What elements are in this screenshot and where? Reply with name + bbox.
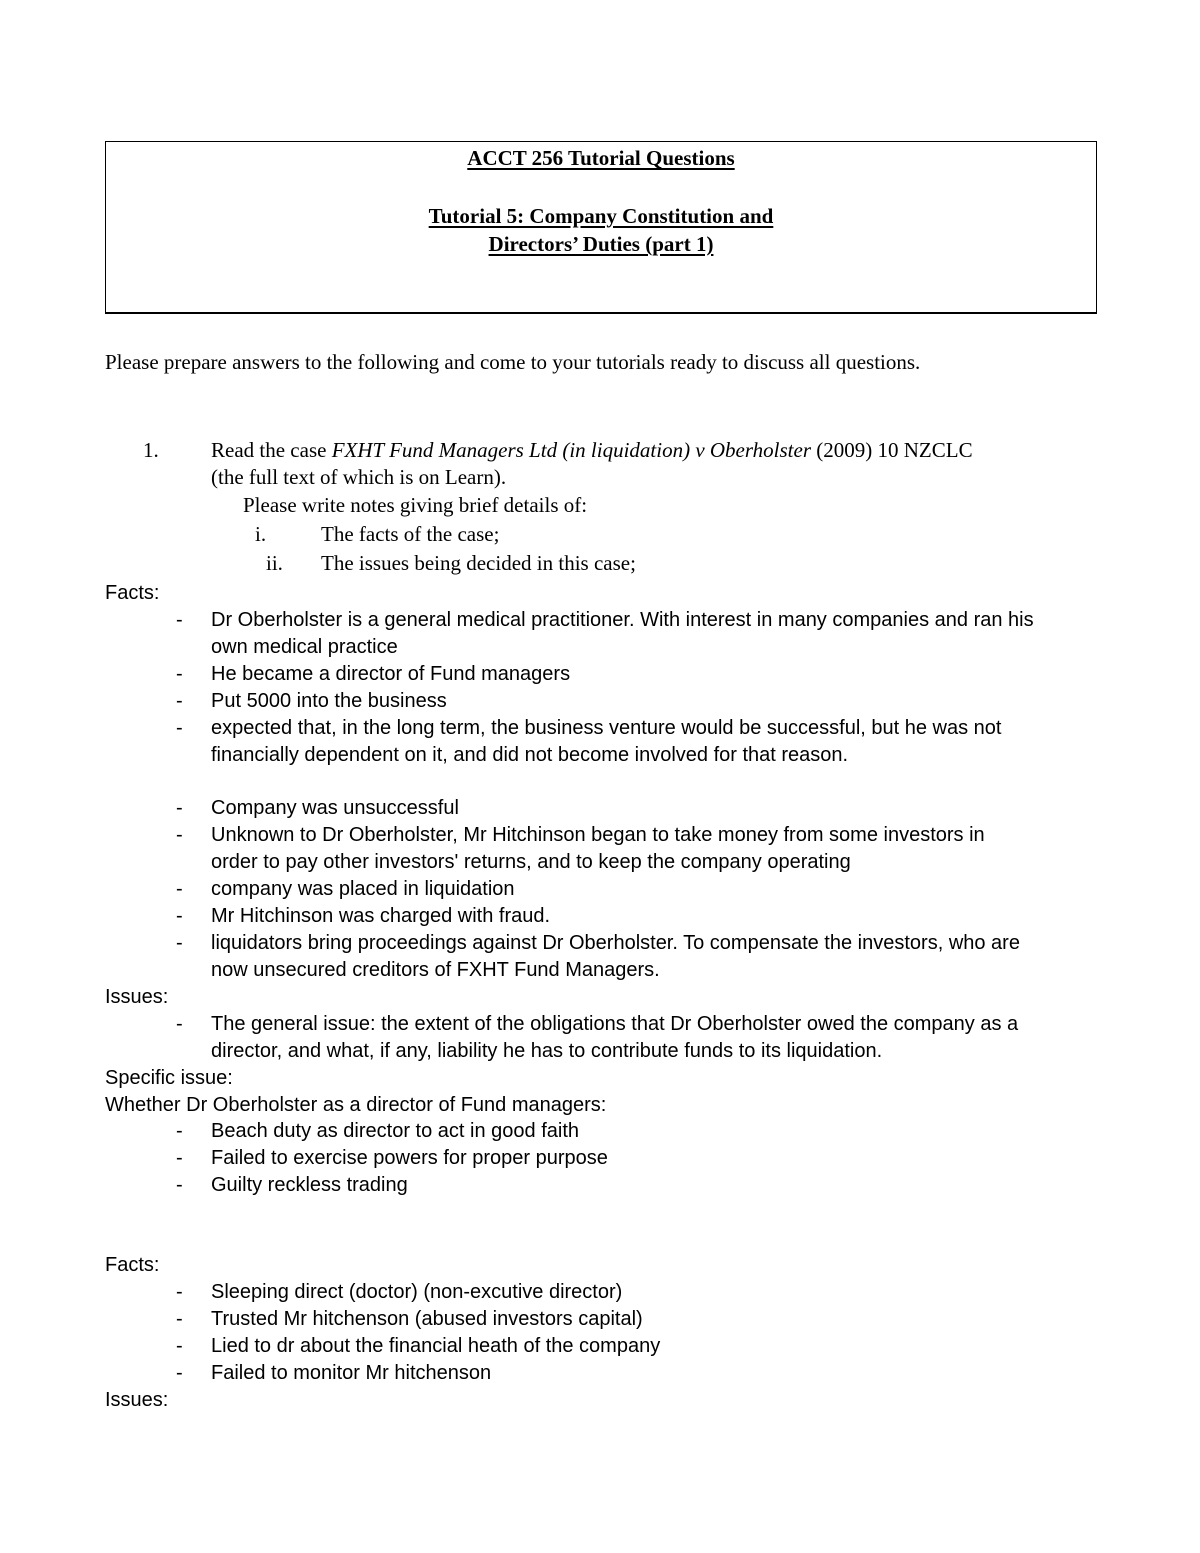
bullet-dash: - — [176, 932, 183, 954]
course-title: ACCT 256 Tutorial Questions — [467, 146, 735, 170]
question-number: 1. — [143, 438, 159, 462]
facts2-item: Lied to dr about the financial heath of the company — [211, 1335, 661, 1357]
issues-label: Issues: — [105, 986, 169, 1008]
title-box — [105, 141, 1097, 314]
bullet-dash: - — [176, 1120, 183, 1142]
specific-issue-intro: Whether Dr Oberholster as a director of Fund managers: — [105, 1094, 607, 1116]
tutorial-title-line2: Directors’ Duties (part 1) — [488, 232, 714, 256]
facts-item: liquidators bring proceedings against Dr Oberholster. To compensate the investors, who are — [211, 932, 1020, 954]
sub-item-marker: i. — [255, 522, 267, 546]
facts-item: Dr Oberholster is a general medical practitioner. With interest in many companies and ran his — [211, 609, 1034, 631]
bullet-dash: - — [176, 663, 183, 685]
facts-item-continued: financially dependent on it, and did not become involved for that reason. — [211, 744, 849, 766]
question-line2: (the full text of which is on Learn). — [211, 465, 507, 489]
specific-item: Failed to exercise powers for proper purpose — [211, 1147, 608, 1169]
specific-item: Beach duty as director to act in good faith — [211, 1120, 579, 1142]
sub-item-marker: ii. — [266, 551, 283, 575]
facts-item: expected that, in the long term, the business venture would be successful, but he was not — [211, 717, 1002, 739]
specific-issue-label: Specific issue: — [105, 1067, 233, 1089]
question-line1-post: (2009) 10 NZCLC — [811, 438, 973, 462]
facts-item: Unknown to Dr Oberholster, Mr Hitchinson began to take money from some investors in — [211, 824, 985, 846]
bullet-dash: - — [176, 878, 183, 900]
facts-item: Put 5000 into the business — [211, 690, 447, 712]
bullet-dash: - — [176, 717, 183, 739]
tutorial-title-line1: Tutorial 5: Company Constitution and — [428, 204, 774, 228]
case-name: FXHT Fund Managers Ltd (in liquidation) v Oberholster — [331, 438, 812, 462]
facts-item: company was placed in liquidation — [211, 878, 515, 900]
intro-text: Please prepare answers to the following and come to your tutorials ready to discuss all questions. — [105, 350, 921, 374]
bullet-dash: - — [176, 1362, 183, 1384]
question-line1-pre: Read the case — [211, 438, 332, 462]
facts-item: Company was unsuccessful — [211, 797, 459, 819]
facts2-item: Failed to monitor Mr hitchenson — [211, 1362, 492, 1384]
bullet-dash: - — [176, 797, 183, 819]
facts2-item: Sleeping direct (doctor) (non-excutive director) — [211, 1281, 623, 1303]
bullet-dash: - — [176, 1174, 183, 1196]
bullet-dash: - — [176, 1281, 183, 1303]
facts-item-continued: own medical practice — [211, 636, 398, 658]
specific-item: Guilty reckless trading — [211, 1174, 408, 1196]
sub-item-text: The facts of the case; — [321, 522, 500, 546]
facts-item-continued: order to pay other investors' returns, and to keep the company operating — [211, 851, 851, 873]
issues2-label: Issues: — [105, 1389, 169, 1411]
question-line1 — [211, 437, 973, 464]
bullet-dash: - — [176, 1308, 183, 1330]
bullet-dash: - — [176, 1147, 183, 1169]
bullet-dash: - — [176, 1013, 183, 1035]
question-line3: Please write notes giving brief details of: — [243, 493, 588, 517]
sub-item-text: The issues being decided in this case; — [321, 551, 636, 575]
bullet-dash: - — [176, 824, 183, 846]
issues-item: The general issue: the extent of the obligations that Dr Oberholster owed the company as a — [211, 1013, 1019, 1035]
facts-item: Mr Hitchinson was charged with fraud. — [211, 905, 551, 927]
bullet-dash: - — [176, 1335, 183, 1357]
bullet-dash: - — [176, 905, 183, 927]
facts-label: Facts: — [105, 582, 160, 604]
facts2-item: Trusted Mr hitchenson (abused investors capital) — [211, 1308, 643, 1330]
bullet-dash: - — [176, 690, 183, 712]
facts-item: He became a director of Fund managers — [211, 663, 571, 685]
facts-item-continued: now unsecured creditors of FXHT Fund Managers. — [211, 959, 660, 981]
facts2-label: Facts: — [105, 1254, 160, 1276]
issues-item-continued: director, and what, if any, liability he has to contribute funds to its liquidation. — [211, 1040, 883, 1062]
bullet-dash: - — [176, 609, 183, 631]
